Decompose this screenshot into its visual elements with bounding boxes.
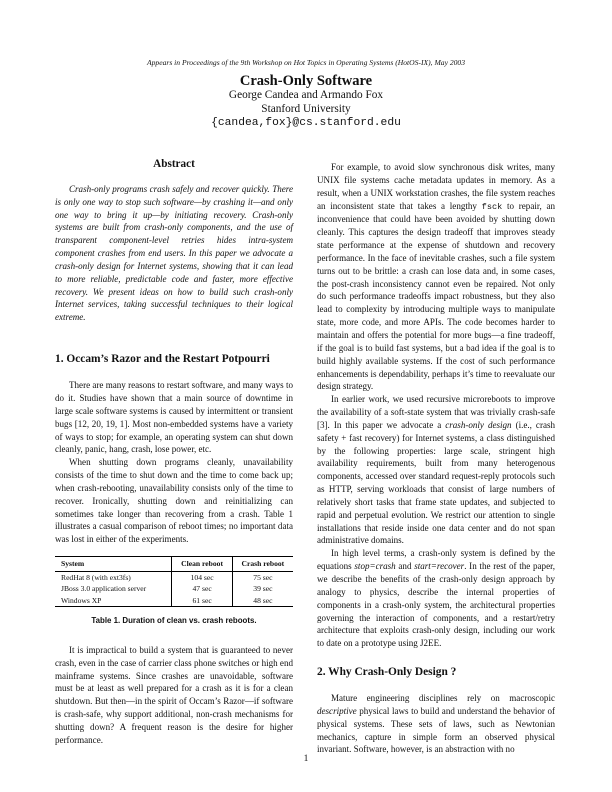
- venue-line: Appears in Proceedings of the 9th Workshop on Hot Topics in Operating Systems (HotOS-IX), May 2003: [146, 58, 466, 67]
- abstract-text: Crash-only programs crash safely and recover quickly. There is only one way to stop such software—by crashing it—and only one way to bring it up—by initiating recovery. Crash-only systems are built from crash-only components, and the use of transparent component-level retries hides intra-system component crashes from end users. In this paper we advocate a crash-only design for Internet systems, showing that it can lead to more reliable, predictable code and faster, more effective recovery. We present ideas on how to build such crash-only Internet services, taking successful techniques to their logical extreme.: [55, 183, 293, 323]
- table-row: [55, 583, 293, 595]
- text-run: Mature engineering disciplines rely on macroscopic: [331, 693, 555, 704]
- equation-stop: stop=crash: [354, 561, 396, 572]
- section-2-paragraph-1: [317, 692, 555, 756]
- table-header-cell: Crash reboot: [232, 557, 293, 572]
- reboot-table: [55, 556, 293, 607]
- right-column: [317, 161, 555, 756]
- table-cell: 104 sec: [172, 571, 232, 583]
- table-cell: 39 sec: [232, 583, 293, 595]
- table-cell: RedHat 8 (with ext3fs): [61, 572, 131, 582]
- section-1-paragraph-1: There are many reasons to restart software, and many ways to do it. Studies have shown that a main source of downtime in large scale software systems is caused by intermittent or transient bugs [12, 20, 19, 1]. Most non-embedded systems have a variety of ways to stop; for example, an operating system can shut down cleanly, panic, hang, crash, lose power, etc.: [55, 380, 293, 455]
- author-email: {candea,fox}@cs.stanford.edu: [211, 117, 401, 129]
- text-run: In high level terms, a crash-only system is defined by the equations: [317, 548, 555, 572]
- abstract-heading: Abstract: [153, 158, 195, 170]
- table-cell: 47 sec: [172, 583, 232, 595]
- authors: George Candea and Armando Fox: [228, 89, 384, 101]
- fsck-code: fsck: [481, 201, 503, 212]
- text-run: physical laws to build and understand the behavior of physical systems. These sets of laws, such as Newtonian mechanics, capture in simple form an observed physical invariant. Software, however, is an abstraction with no: [317, 705, 555, 755]
- table-cell: Windows XP: [61, 595, 102, 605]
- table-cell: 61 sec: [172, 595, 232, 607]
- table-cell: JBoss 3.0 application server: [61, 584, 147, 594]
- text-run: . In the rest of the paper, we describe the benefits of the crash-only design approach by analogy to physics, describe the internal properties of components in a crash-only system, the architectural properties governing the interaction of components, and a restart/retry architecture that exploits crash-only design, including our work to date on a prototype using J2EE.: [317, 561, 555, 649]
- table-row: [55, 595, 293, 607]
- text-run: and: [398, 561, 412, 572]
- affiliation: Stanford University: [261, 103, 351, 115]
- table-caption: Table 1. Duration of clean vs. crash reboots.: [91, 616, 257, 626]
- text-run: to repair, an inconvenience that could have been avoided by shutting down cleanly. This captures the design tradeoff that improves steady state performance at the expense of shutdown and recovery performance. In the face of inevitable crashes, such a file system turns out to be brittle: a crash can lose data and, in some cases, the post-crash inconsistency cannot even be repaired. Not only do such performance tradeoffs impact robustness, but they also lead to complexity by introducing multiple ways to manipulate state, more code, and more APIs. The code becomes harder to maintain and offers the potential for more bugs—a fine tradeoff, if the goal is to build fast systems, but a bad idea if the goal is to build highly available systems. If the cost of such performance enhancements is dependability, perhaps it’s time to reevaluate our design strategy.: [317, 200, 556, 392]
- section-2-heading: 2. Why Crash-Only Design ?: [317, 666, 457, 679]
- section-1-heading: 1. Occam’s Razor and the Restart Potpourri: [55, 353, 270, 366]
- table-header-cell: System: [55, 557, 172, 572]
- table-header-cell: Clean reboot: [172, 557, 232, 572]
- table-header-row: [55, 557, 293, 572]
- abstract: [55, 183, 293, 324]
- equation-start: start=recover: [414, 561, 465, 572]
- right-paragraph-3: [317, 547, 555, 650]
- left-column: [55, 158, 293, 747]
- paper-title: Crash-Only Software: [239, 73, 373, 89]
- table-row: [55, 571, 293, 583]
- table-cell: 48 sec: [232, 595, 293, 607]
- emphasis: crash-only design: [445, 419, 512, 430]
- text-run: For example, to avoid slow synchronous disk writes, many UNIX file systems cache metadata updates in memory. As a result, when a UNIX workstation crashes, the file system reaches an inconsistent state that takes a lengthy: [317, 162, 555, 211]
- section-1-paragraph-2: When shutting down programs cleanly, unavailability consists of the time to shut down and the time to come back up; when crash-rebooting, unavailability consists only of the time to recover. Ironically, shutting down and reinitializing can sometimes take longer than recovering from a crash. Table 1 illustrates a casual comparison of reboot times; no important data was lost in either of the experiments.: [55, 457, 293, 545]
- right-paragraph-2: [317, 393, 555, 547]
- text-run: In earlier work, we used recursive microreboots to improve the availability of a soft-state system that was trivially crash-safe [3]. In this paper we advocate a: [317, 394, 555, 430]
- text-run: (i.e., crash safety + fast recovery) for Internet systems, a class distinguished by the following properties: large scale, stringent high availability requirements, built from many heterogenous components, accessed over standard request-reply protocols such as HTTP, serving workloads that consist of large numbers of relatively short tasks that frame state updates, and subjected to rapid and perpetual evolution. We restrict our attention to single installations that reside inside one data center and do not span administrative domains.: [317, 419, 556, 546]
- emphasis: descriptive: [317, 705, 357, 716]
- right-paragraph-1: [317, 161, 555, 393]
- table-cell: 75 sec: [232, 571, 293, 583]
- page-number: 1: [303, 754, 309, 764]
- section-1-paragraph-3: It is impractical to build a system that is guaranteed to never crash, even in the case of carrier class phone switches or high end mainframe systems. Since crashes are unavoidable, software must be at least as well prepared for a crash as it is for a clean shutdown. But then—in the spirit of Occam’s Razor—if software is crash-safe, why support additional, non-crash mechanisms for shutting down? A frequent reason is the desire for higher performance.: [55, 644, 293, 745]
